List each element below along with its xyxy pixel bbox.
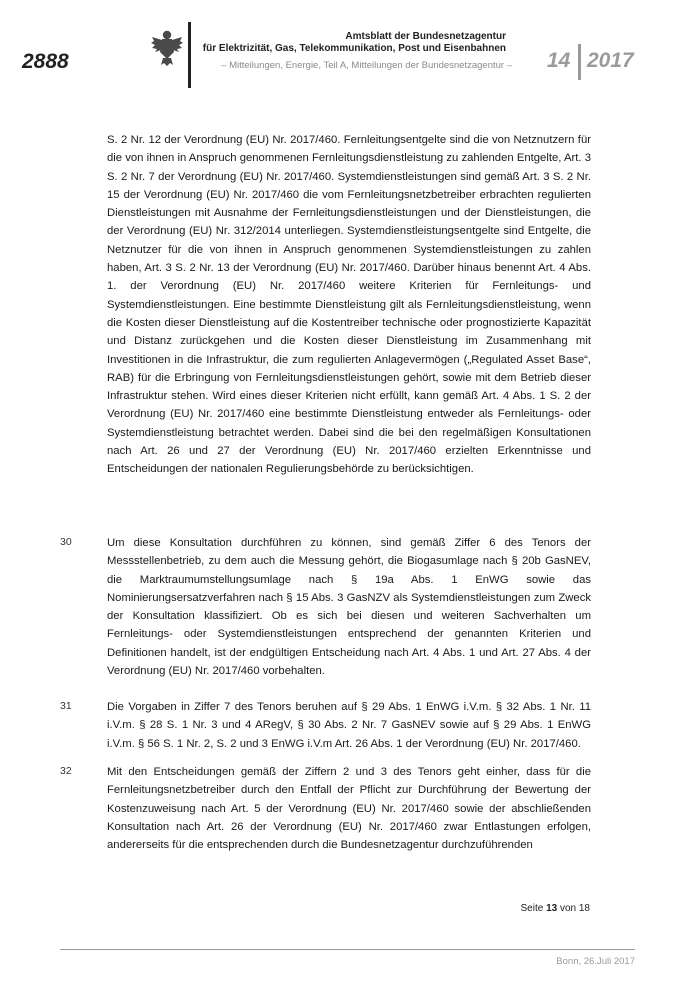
gazette-subtitle: für Elektrizität, Gas, Telekommunikation, Post und Eisenbahnen: [202, 43, 506, 54]
page-counter-sep: von: [559, 903, 577, 914]
gazette-title: Amtsblatt der Bundesnetzagentur: [345, 31, 506, 42]
body-paragraph-continued: S. 2 Nr. 12 der Verordnung (EU) Nr. 2017/460. Fernleitungsentgelte sind die von Netznutzern für die von ihnen in Anspruch genommenen Fernleitungsdienstleistung zu zahlenden Entgelte, Art. 3 S. 2 Nr. 7 der Verordnung (EU) Nr. 2017/460. Systemdienstleistungen sind gemäß Art. 3 S. 2 Nr. 15 der Verordnung (EU) Nr. 2017/460 die vom Fernleitungsnetzbetreiber erbrachten regulierten Dienstleistungen mit Ausnahme der Fernleitungsdienstleistungen und der Dienstleistungen, die der Verordnung (EU) Nr. 312/2014 unterliegen. Systemdienstleistungsentgelte sind Entgelte, die Netznutzer für die von ihnen in Anspruch genommenen Systemdienstleistungen zu zahlen haben, Art. 3 S. 2 Nr. 13 der Verordnung (EU) Nr. 2017/460. Darüber hinaus benennt Art. 4 Abs. 1. der Verordnung (EU) Nr. 2017/460 weitere Kriterien für Fernleitungs- und Systemdienstleistungen. Eine bestimmte Dienstleistung gilt als Fernleitungsdienstleistung, wenn die Kosten dieser Dienstleistung auf die Kostentreiber technische oder prognostizierte Kapazität und Distanz zurückgehen und die Kosten dieser Dienstleistung im Zusammenhang mit Investitionen in die Infrastruktur, die zum regulierten Anlagevermögen („Regulated Asset Base“, RAB) für die Erbringung von Fernleitungsdienstleistungen gehört, sowie mit dem Betrieb dieser Infrastruktur stehen. Wird eines dieser Kriterien nicht erfüllt, kann gemäß Art. 4 Abs. 1 S. 2 der Verordnung (EU) Nr. 2017/460 eine bestimmte Dienstleistung entweder als Fernleitungs- oder Systemdienstleistung betrachtet werden. Dabei sind die bei den regelmäßigen Konsultationen nach Art. 26 und 27 der Verordnung (EU) Nr. 2017/460 erzielten Erkenntnisse und Entscheidungen der nationalen Regulierungsbehörde zu berücksichtigen.: [107, 134, 591, 476]
body-paragraph: Die Vorgaben in Ziffer 7 des Tenors beruhen auf § 29 Abs. 1 EnWG i.V.m. § 32 Abs. 1 Nr. 11 i.V.m. § 28 S. 1 Nr. 3 und 4 ARegV, § 30 Abs. 2 Nr. 7 GasNEV sowie auf § 29 Abs. 1 EnWG i.V.m. § 56 S. 1 Nr. 2, S. 2 und 3 EnWG i.V.m Art. 26 Abs. 1 der Verordnung (EU) Nr. 2017/460.: [107, 701, 591, 750]
footer-date: Bonn, 26.Juli 2017: [556, 956, 635, 967]
issue-year: 2017: [587, 49, 634, 72]
page-counter-total: 18: [578, 903, 590, 914]
page-counter-current: 13: [546, 903, 558, 914]
page-counter-prefix: Seite: [520, 903, 544, 914]
body-paragraph: Mit den Entscheidungen gemäß der Ziffern 2 und 3 des Tenors geht einher, dass für die Fernleitungsnetzbetreiber durch den Entfall der Pflicht zur Durchführung der Bewertung der Kostenzuweisung nach Art. 5 der Verordnung (EU) Nr. 2017/460 sowie der abschließenden Konsultation nach Art. 26 der Verordnung (EU) Nr. 2017/460 zwar Entlastungen erfolgen, andererseits für die entsprechenden durch die Bundesnetzagentur durchzuführenden: [107, 766, 591, 852]
page-counter: [460, 903, 590, 914]
paragraph-number: 32: [60, 765, 72, 777]
issue-divider: [578, 44, 581, 80]
paragraph-number: 30: [60, 536, 72, 548]
paragraph-number: 31: [60, 700, 72, 712]
issue-number: 14: [547, 49, 571, 72]
body-paragraph: Um diese Konsultation durchführen zu können, sind gemäß Ziffer 6 des Tenors der Messstellenbetrieb, zu dem auch die Messung gehört, die Biogasumlage nach § 20b GasNEV, die Marktraumumstellungsumlage nach § 19a Abs. 1 EnWG sowie das Nominierungsersatzverfahren nach § 15 Abs. 3 GasNZV als Systemdienstleistungen zum Zweck der Konsultation klassifiziert. Ob es sich bei diesen und weiteren Sachverhalten um Fernleitungs- oder Systemdienstleistungen entsprechend der genannten Kriterien und Definitionen handelt, ist der endgültigen Entscheidung nach Art. 4 Abs. 1 und Art. 27 Abs. 4 der Verordnung (EU) Nr. 2017/460 vorbehalten.: [107, 537, 591, 678]
footer-divider: [60, 949, 635, 950]
gazette-section: – Mitteilungen, Energie, Teil A, Mitteilungen der Bundesnetzagentur –: [221, 60, 512, 71]
page-number: 2888: [22, 50, 69, 73]
